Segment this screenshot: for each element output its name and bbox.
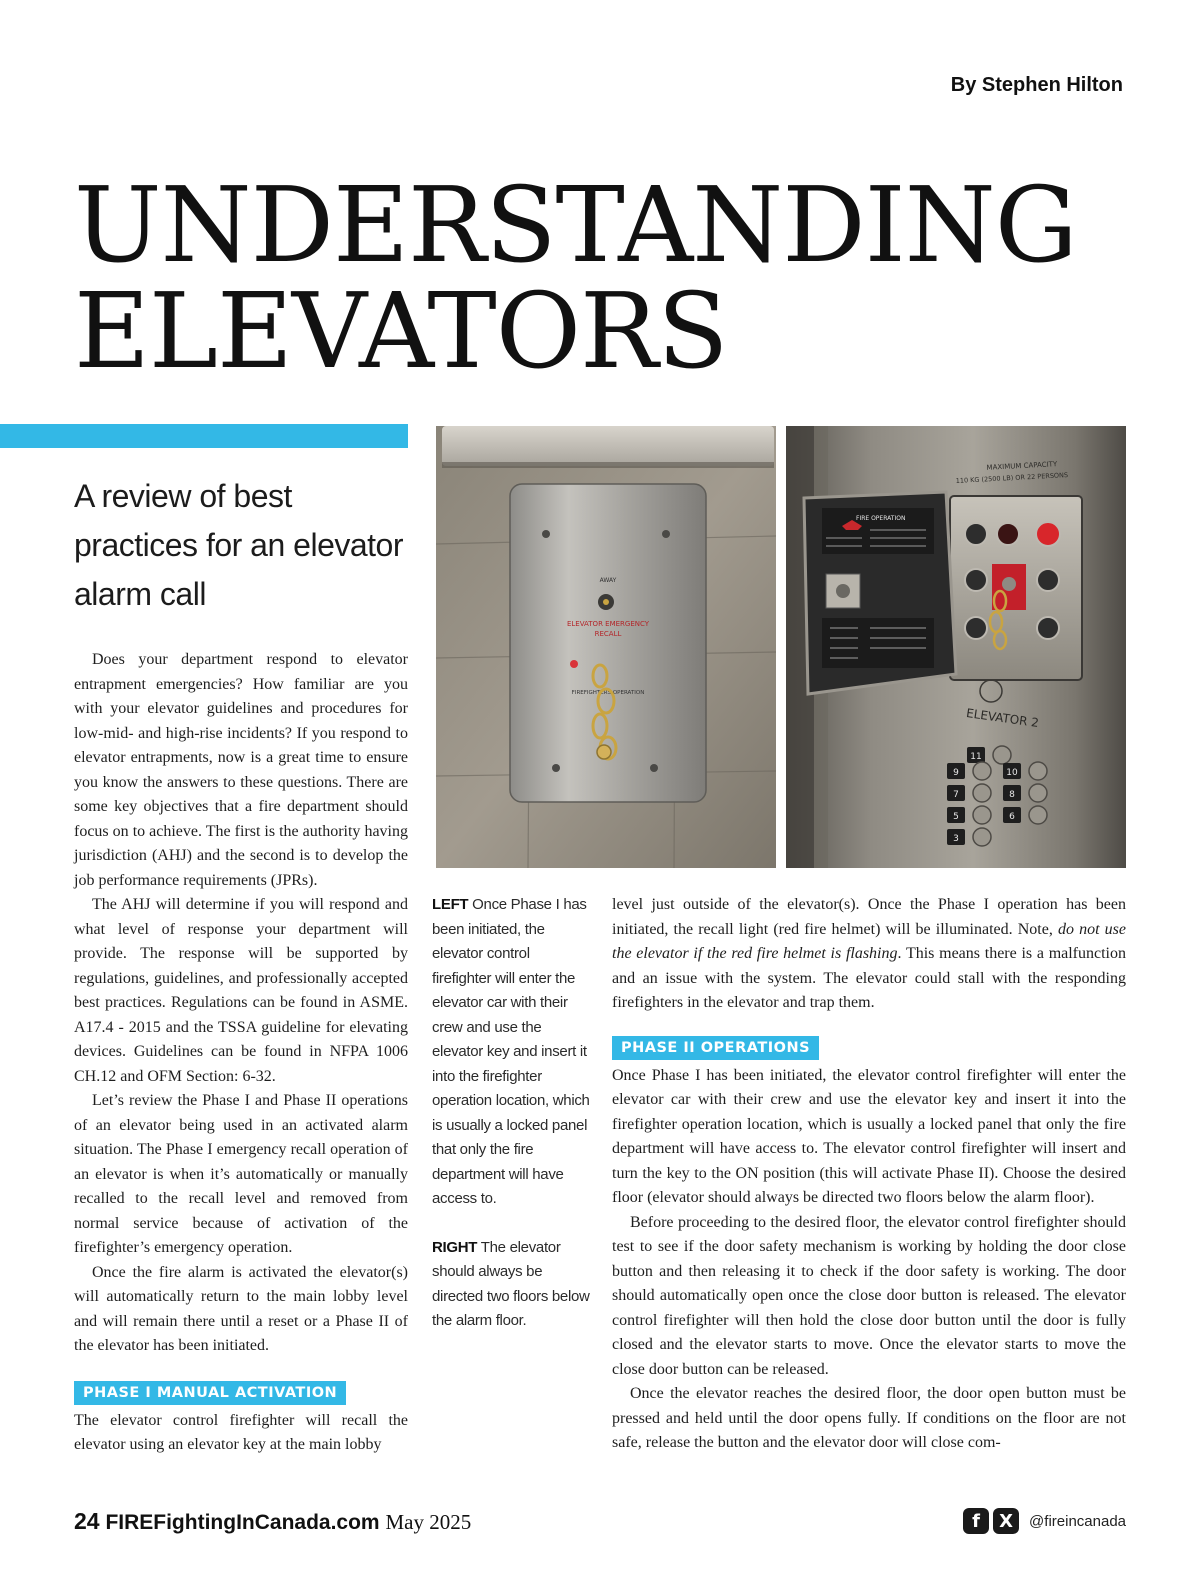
paragraph: Does your department respond to elevator entrapment emergencies? How familiar are you with your elevator guidelines and procedures for low-mid- and high-rise incidents? If you respond to elevator entrapments, now is a great time to ensure you know the answers to these questions. There are some key objectives that a fire department should focus on to achieve. The first is the authority having jurisdiction (AHJ) and the second is to develop the job performance requirements (JPRs).: [74, 651, 408, 889]
text-run: level just outside of the elevator(s). Once the Phase I operation has been initiated, the recall light (red fire helmet) will be illuminated. Note,: [612, 896, 1126, 938]
paragraph: Let’s review the Phase I and Phase II operations of an elevator being used in an activated alarm situation. The Phase I emergency recall operation of an elevator is when it’s automatically or manually recalled to the recall level and removed from normal service because of activation of the firefighter’s emergency operation.: [74, 1092, 408, 1256]
paragraph: Once the elevator reaches the desired floor, the door open button must be pressed and held until the door opens fully. If conditions on the floor are not safe, release the button and the elevator door will close com-: [612, 1385, 1126, 1451]
paragraph: Once the fire alarm is activated the elevator(s) will automatically return to the main lobby level and will remain there until a reset or a Phase II of the elevator has been initiated.: [74, 1263, 408, 1354]
body-column-3: [612, 893, 1126, 1456]
page-number: 24: [74, 1508, 100, 1534]
warning-italic: do not use the elevator if the red fire helmet is flashing: [612, 920, 1126, 962]
floor-button: [1029, 806, 1047, 824]
floor-button: [993, 746, 1011, 764]
caption-right-text: The elevator should always be directed two floors below the alarm floor.: [432, 1238, 590, 1329]
floor-button-label: 7: [953, 790, 959, 800]
floor-button: [1029, 784, 1047, 802]
caption-left: [432, 893, 592, 1212]
subhead-phase-2: PHASE II OPERATIONS: [612, 1036, 819, 1060]
caption-right: [432, 1236, 592, 1334]
floor-button: [973, 806, 991, 824]
paragraph: The elevator control firefighter will recall the elevator using an elevator key at the main lobby: [74, 1411, 408, 1453]
issue-date: May 2025: [385, 1510, 472, 1534]
floor-button-label: 3: [953, 834, 959, 844]
floor-button: [973, 762, 991, 780]
byline: By Stephen Hilton: [950, 74, 1123, 96]
subhead-phase-1: PHASE I MANUAL ACTIVATION: [74, 1381, 346, 1405]
elevator-number-label: ELEVATOR 2: [965, 706, 1040, 731]
floor-button-label: 9: [953, 768, 959, 778]
body-column-1: [74, 648, 408, 1458]
headline-line-2: ELEVATORS: [74, 270, 728, 392]
fire-operation-label: FIRE OPERATION: [856, 515, 906, 522]
panel-label-text-2: RECALL: [594, 630, 622, 638]
paragraph: Before proceeding to the desired floor, the elevator control firefighter should test to see if the door safety mechanism is working by holding the door close button and then releasing it to check if the door safety is working. The door should automatically open once the close door button is released. The elevator control firefighter will then hold the close door button until the door is fully closed and the elevator starts to move. Once the elevator starts to move the close door button can be released.: [612, 1213, 1126, 1378]
floor-button-label: 6: [1009, 812, 1015, 822]
floor-button: [973, 828, 991, 846]
headline-line-1: UNDERSTANDING: [74, 164, 1077, 286]
text-run: . This means there is a malfunction and an issue with the system. The elevator could stall with the responding firefighters in the elevator and trap them.: [612, 945, 1127, 1011]
caption-left-text: Once Phase I has been initiated, the elevator control firefighter will enter the elevator car with their crew and use the elevator key and insert it into the firefighter operation location, which is usually a locked panel that only the fire department will have access to.: [432, 896, 590, 1207]
footer-folio: [74, 1508, 471, 1535]
floor-button: [973, 784, 991, 802]
paragraph: The AHJ will determine if you will respond and what level of response your department will provide. The response will be supported by regulations, guidelines, and professionally accepted best practices. Regulations can be found in ASME. A17.4 - 2015 and the TSSA guideline for elevating devices. Guidelines can be found in NFPA 1006 CH.12 and OFM Section: 6-32.: [74, 896, 408, 1085]
caption-right-label: RIGHT: [432, 1238, 478, 1256]
photo-elevator-car-panel: [786, 426, 1126, 868]
floor-button-label: 5: [953, 812, 959, 822]
facebook-icon[interactable]: f: [963, 1508, 989, 1534]
paragraph: Once Phase I has been initiated, the elevator control firefighter will enter the elevator car with their crew and use the elevator key and insert it into the firefighter operation location, which is usually a locked panel that only the fire department will have access to. The elevator control firefighter will insert and turn the key to the ON position (this will activate Phase II). Choose the desired floor (elevator should always be directed two floors below the alarm floor).: [612, 1066, 1126, 1206]
paragraph: [612, 893, 1126, 1016]
headline: [74, 164, 1077, 392]
footer-social: [963, 1508, 1126, 1534]
photo-caption: [432, 893, 592, 1358]
accent-bar: [0, 424, 408, 448]
switch-label-text: AWAY: [599, 577, 617, 584]
site-link[interactable]: FIREFightingInCanada.com: [105, 1511, 380, 1534]
floor-button: [1029, 762, 1047, 780]
panel-operation-text: FIREFIGHTERS OPERATION: [571, 690, 645, 696]
floor-button-label: 8: [1009, 790, 1015, 800]
photo-elevator-recall-panel: [436, 426, 776, 868]
capacity-text-1: MAXIMUM CAPACITY: [986, 460, 1058, 472]
social-handle[interactable]: @fireincanada: [1029, 1512, 1126, 1530]
x-icon[interactable]: X: [993, 1508, 1019, 1534]
floor-button-label: 10: [1006, 768, 1018, 778]
capacity-text-2: 110 KG (2500 LB) OR 22 PERSONS: [955, 471, 1069, 485]
deck: A review of best practices for an elevator alarm call: [74, 478, 403, 612]
panel-label-text: ELEVATOR EMERGENCY: [566, 620, 650, 628]
floor-button-label: 11: [970, 752, 982, 762]
caption-left-label: LEFT: [432, 896, 469, 913]
